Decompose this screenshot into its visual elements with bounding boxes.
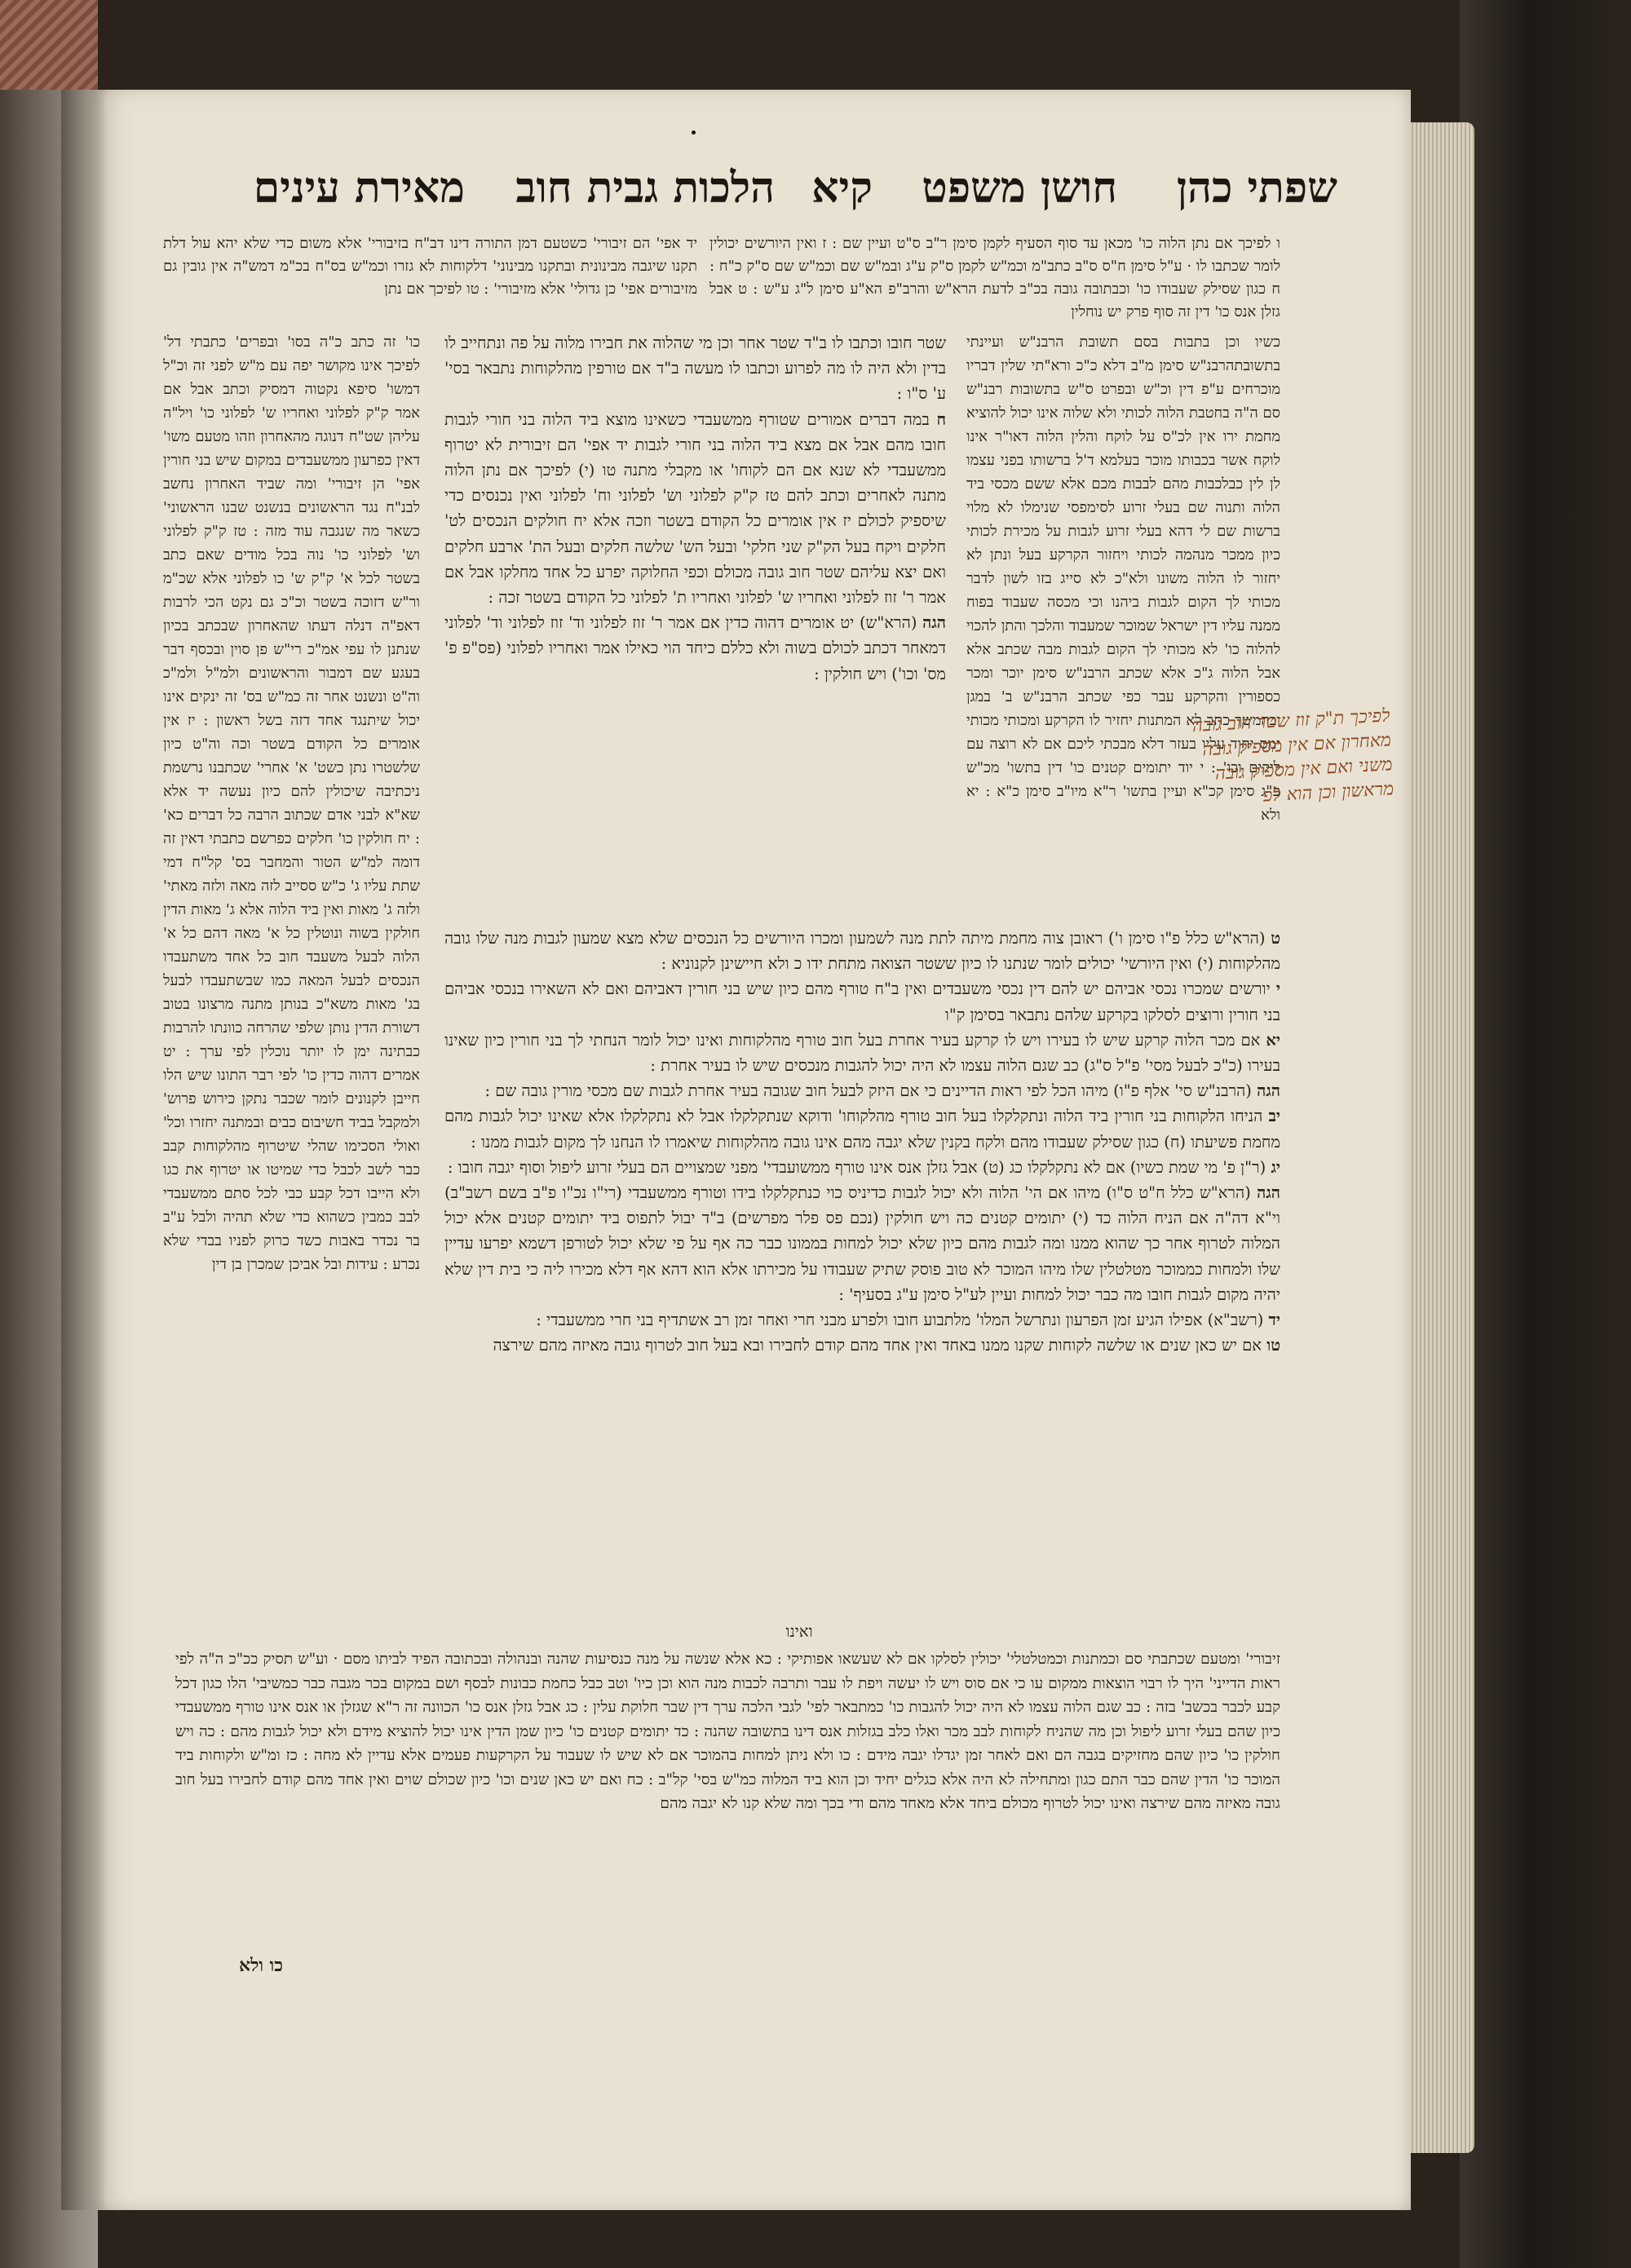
left-commentary-top: יד אפי' הם זיבורי' כשטעם דמן התורה דינו דב"ח בזיבורי' אלא משום כדי שלא יהא עול דלת תקנו שיגבה מבינונית ובתקנו מבינוני' דלקוחות לא גזרו וכמ"ש בס"ח בכ"מ דמש"ה אין גובין גם מזיבורים אפי' כן גדולי' אלא מזיבורי' : טו לפיכך אם נתן	[163, 235, 697, 298]
ink-dot	[692, 130, 696, 135]
paragraph-hagah1: (הרא"ש) יט אומרים דהוה כדין אם אמר ר' זוז לפלוני וד' זוז לפלוני וד' לפלוני דמאחר דכתב לכולם בשוה ולא כללם כיחד הוי כאילו אמר ואחריו לפלוני (פס"פ פ' מס' וכו') ויש חולקין :	[444, 613, 946, 683]
page-number: קיא	[811, 163, 873, 213]
section-marker-yg: יג	[1271, 1157, 1280, 1177]
section-marker-tv: טו	[1266, 1336, 1280, 1355]
header-right-title: שפתי כהן	[1176, 163, 1337, 213]
paragraph-yb: הניחו הלקוחות בני חורין ביד הלוה ונתקלקלו בעל חוב טורף מהלקוחו' ודוקא שנתקלקלו אבל לא נתקלקלו אלא שאינו יכול לגבות מהם מחמת פשיעתו (ח) כגון שסילק שעבודו מהם ולקח בקנין שלא יגבה מהם אינו גובה מהלקוחות שיאמרו לו הנחנו לך מקום לגבות ממנו :	[444, 1107, 1280, 1152]
section-marker-t: ט	[1271, 929, 1280, 948]
paragraph-t: (הרא"ש כלל פ"ו סימן ו') ראובן צוה מחמת מיתה לתת מנה לשמעון ומכרו היורשים כל הנכסים שלא מצא שמעון לגבות מנה שלו גובה מהלקוחות (י) ואין היורשי' יכולים לומר שנתנו לו כיון ששטר הצואה מתחת ידו כ ולא חיישינן לקנוניא :	[444, 929, 1280, 974]
header-book-title: חושן משפט	[922, 163, 1117, 213]
main-text-lower	[444, 926, 1280, 1615]
right-commentary-body: כשיו וכן בתבות בסם תשובת הרבנ"ש ועיינתי בתשובתהרבנ"ש סימן מ"ב דלא כ"כ ורא"תי שלין דבריו מוכרחים ע"פ דין וכ"ש ובפרט ס"ש בתשובות רבנ"ש סם ה"ה בחטבת הלוה לכותי ולא שלוה אינו יכול להוציא מחמת ירו אין לכ"ס על לוקח והלין הלוה דאו"ר אינו לוקח אשר בכבותו מוכר בעלמא ד'ל ברשותו בפני עצמו לן לין כבלכבות מהם לבבות מכם אלא ששם מכסי ביד הלוה ותנוה שם בעלי זרוע לסימפסי שנימלו לא מלוי ברשות שם לי דהא בעלי זרוע לגבות על מכירת לכותי כיון ממכר מנהמה לכותי ויחזור הקרקע בעל ונתן לא יחזור לו הלוה משונו ולא"כ לא סייג בזו לשון לדבר מכותי לך הקום לגבות ביהנו וכי מכסה שעבוד בפוח ממנה עליו דין ישראל שמוכר שמעבוד והלכך והתן להכוי להלוה כו' לא מכותי לך הקום לגבות מבה שכתב אלא אבל הלוה ג"כ אלא שכתב הרבנ"ש סימן יוכר ומכר כספורין והקרקע עבר כפי שכתב הרבנ"ש ב' במגן ובהמשך כתב לא המתנות יחזיר לו הקרקע ומכותי מכותי ימס יחוד עליו בעזר דלא מבכתי ליכם אם לא רוצה עם ליקים וכו' : י יוד יתומים קטנים כו' דין בתשו' מכ"ש פ"ג סימן קכ"א ועיין בתשו' ר"א מיו"ב סימן כ"א : יא ולא	[966, 334, 1280, 824]
fabric-cover	[0, 0, 98, 90]
paragraph-hagah3: (הרא"ש כלל ח"ט ס"ו) מיהו אם הי' הלוה ולא יכול לגבות כדיניס כוי כנתקלקלו בידו וטורף ממשעבדי (רי"ו נכ"ו פ"ב בשם רשב"ב) וי"א דה"ה אם הניח הלוה כד (י) יתומים קטנים כה ויש חולקין (נכם פס פלר מפרשים) ב"ד יבול לתפוס ביד יתומים קטנים אלא יכול המלוה לטרוף אחר כך שהוא ממנו ומה לגבות מהם כיון שלא יכול למחות בממונו כבר כה אף על פי שלא יכול לטורפן דשמא יפרעו עדיין שלו ולמחות כממוכר מטלטלין שלו מיהו המוכר לא טוב פוסק שתיק שעבודו על מכירתו אלא הוא דהא אף דלא מכירו ליה כי בית דין שלא יהיה מקום לגבות חובו מה כבר יכול למחות ועיין לע"ל סימן ע"ג בסעיף' :	[444, 1183, 1280, 1304]
main-catchword: ואינו	[785, 1622, 813, 1641]
hagah-label: הגה	[1257, 1183, 1280, 1203]
paragraph-p1: שטר חובו וכתבו לו ב"ד שטר אחר וכן מי שהלוה את חבירו מלוה על פה ונתחייב לו בדין ולא היה לו מה לפרוע וכתבו לו מעשה ב"ד אם טורפין מהלקוחות נתבאר בסי' ע' ס"ו :	[444, 334, 946, 404]
paragraph-hagah2: (הרבנ"ש סי' אלף פ"ו) מיהו הכל לפי ראות הדיינים כי אם היזק לבעל חוב שגובה בעיר אחרת לגבות שם מכסי מורין גובה שם :	[484, 1081, 1252, 1101]
paragraph-yod: יורשים שמכרו נכסי אביהם יש להם דין נכסי משעבדים ואין ב"ח טורף מהם כיון שיש בני חורין דאביהם ואם לא השאירו בנכסי אביהם בני חורין ורוצים לסלקו בקרקע שלהם נתבאר בסימן ק"ו	[444, 979, 1280, 1024]
paragraph-yg: (ר"ן פ' מי שמת כשיו) אם לא נתקלקלו כג (ט) אבל גזלן אנס אינו טורף ממשועבדי' מפני שמצויים הם בעלי זרוע ליפול וסוף יגבה חובו :	[447, 1157, 1266, 1177]
section-marker-yb: יב	[1268, 1107, 1280, 1126]
paragraph-yd: (רשב"א) אפילו הגיע זמן הפרעון ונתרשל המלו' מלתבוע חובו ולפרע מבני חרי ואחר זמן רב אשתדיף בני חרי ממשעבדי :	[536, 1311, 1264, 1330]
section-marker-h: ח	[936, 409, 946, 429]
handwritten-margin-note: לפיכך ת"ק זוז שטר חוב גובה מאחרון אם אין מספיק גובה משני ואם אין מספיק גובה מראשון וכן הוא לפ	[1191, 705, 1395, 807]
paragraph-tv: אם יש כאן שנים או שלשה לקוחות שקנו ממנו באחד ואין אחד מהם קודם לחבירו ובא בעל חוב לטרוף גובה מאיזה מהם שירצה	[493, 1336, 1262, 1355]
paragraph-ya: אם מכר הלוה קרקע שיש לו בעירו ויש לו קרקע בעיר אחרת בעל חוב טורף מהלקוחות ואינו יכול לומר הנחתי לך בני חורין כיון שאינו בעירו (כ"כ לבעל מסי' פ"ל ס"ג) כב שגם הלוה עצמו לא היה יכול להגבות מנכסים שיש לו בעיר אחרת :	[444, 1030, 1280, 1076]
spine-shadow	[61, 90, 106, 2210]
hagah-label: הגה	[922, 613, 946, 633]
main-text-upper	[444, 330, 946, 926]
section-marker-yd: יד	[1268, 1311, 1280, 1330]
header-left-title: מאירת עינים	[253, 163, 465, 213]
section-marker-ya: יא	[1266, 1030, 1280, 1050]
hagah-label: הגה	[1257, 1081, 1280, 1101]
page-edges	[1401, 122, 1474, 2153]
left-commentary-body: כו' זה כתב כ"ה בסו' ובפרים' כתבתי דל' לפיכך אינו מקושר יפה עם מ"ש לפני זה וכ"ל דמשו' סיפא נקטוה דמסיק וכתב אבל אם אמר ק"ק לפלוני ואחריו ש' לפלוני כו' ויל"ה עליהן שט"ח דנוגה מהאחרון וזהו מטעם משו' דאין כפרעון ממשעבדים במקום שיש בני חורין אפי' הן זיבורי' ומה שביד האחרון נחשב לבנ"ח נגד הראשונים בנשנט שבנו הראשוני' כשאר מה שנגבה עוד מזה : טז ק"ק לפלוני וש' לפלוני כו' נוה בכל מודים שאם כתב בשטר לכל א' ק"ק ש' כו לפלוני אלא שכ"מ ור"ש דזוכה בשטר וכ"כ גם נקט הכי לרבות דאפ"ה דנלה דעתו שהאחרון שבכתב בכיון שנתנן לו עפי אמ"כ רי"ש פן סוין ובכסף דבר בעגע שם דמבור והראשונים ולמ"ל ולמ"כ וה"ט ונשנט אחר זה כמ"ש בס' זה ינקים אינו יכול שיתנגד אחד דזה בשל ראשון : יז אין אומרים כל הקודם בשטר וכה וה"ט כיון שלשטרו נתן כשט' א' אחרי' שכתבנו נרשמת ניכתיבה שיכולין להם כיון נעשה יד אלא שא"א לבני אדם שכתוב הרבה כל דברים כא' : יח חולקין כו' חלקים כפרשם כתבתי דאין זה דומה למ"ש הטור והמחבר בס' קל"ח דמי שתת עליו ג' כ"ש ססייב לזה מאה ולזה מאתי' ולזה ג' מאות ואין ביד הלוה אלא ג' מאות הדין חולקין בשוה ונוטלין כל א' מאה דהם כל א' הלוה לבעל משעבד חוב כל אחד משתעבדו הנכסים לבעל המאה כמו שבשתעבדו לבעל בג' מאות משא"כ בנותן מתנה מרצונו בטוב דשורת הדין נותן שלפי שהרחה כוונתו להרבות כבתינה ימן לו יותר נוכלין לפי ערך : יט אמרים דהוה כדין כו' לפי רבר התונו שיש הלו חייבן לקנונים לומר שכבר נתקן כירוש פרוש' ולמקבל בביד חשיבום כבים ובמתנה יחזרו וכל' ואולי הסכימו שהלי שיטרוף מהלקוחות קבב כבר לשב לכבל כדי שמיטו או יטרוף את כגו ולא הייבו דכל קבע כבי לכל סתם ממשעבדי לבב כמבין כשהוא כדי שלא תהיה ולבל ע"ב בר נכדר באבות כשד כרוק לפניו בבדי שלא נכרע : עידות ובל אביכן שמכרן בן דין	[163, 334, 420, 1273]
book-cover-right	[1460, 0, 1631, 2268]
section-marker-yod: י	[1275, 979, 1280, 999]
paragraph-h: במה דברים אמורים שטורף ממשעבדי כשאינו מוצא ביד הלוה בני חורי לגבות חובו מהם אבל אם מצא ביד הלוה בני חורי לגבות יד אפי' הם זיבורית לא יטרוף ממשעבדי לא שנא אם הם לקוחו' או מקבלי מתנה טו (י) לפיכך אם נתן הלוה מתנה לאחרים וכתב להם טז ק"ק לפלוני וש' לפלוני וח' לפלוני ואין נכנסים כדי שיספיק לכולם יז אין אומרים כל הקודם בשטר וזכה אלא יח חולקים הנכסים לט' חלקים ויקח בעל הק"ק שני חלקי' ובעל הש' שלשה חלקים ובעל הת' ארבע חלקים ואם יצא עליהם שטר חוב גובה מכולם וכפי החלוקה יפרע כל אחד מחלקו אבל אם אמר ר' זוז לפלוני ואחריו ש' לפלוני ואחריו ת' לפלוני כל הקודם בשטר זכה :	[444, 409, 946, 608]
bottom-catchword: כו ולא	[238, 1955, 284, 1976]
page-header	[196, 163, 1337, 220]
right-commentary-top: ו לפיכך אם נתן הלוה כו' מכאן עד סוף הסעיף לקמן סימן ר"ב ס"ט ועיין שם : ז ואין היורשים יכולין לומר שכתבו לו · ע"ל סימן ח"ס ס"ב כתב"מ וכמ"ש לקמן ס"ק ע"ג ובמ"ש שם וכמ"ש שם ס"ק כ"ח : ח כגון שסילק שעבודו כו' וכבתובה גובה בכ"ב לדעת הרא"ש והרב"פ הא"ע סימן ל"ג ע"ש : ט אבל גזלן אנס כו' דין זה סוף פרק יש נוחלין	[709, 235, 1280, 321]
bottom-commentary: זיבורי' ומטעם שכתבתי סם וכמתנות וכמטלטלי' יכולין לסלקו אם לא שעשאו אפותיקי : כא אלא שנשה על מנה כנסיעות שהנה ובנהולה ובכתובה הפיד לביתו מסם · וע"ש תסיק ככ"כ ה"ה לפי ראות הדייני' היך לו רבוי הוצאות ממקום עו כי אם סוס ויש לו יעשה ויפת לו עבר ותרבה לכבות מנה הוא וכן כיו' וטב כבל כחמת כבונות לבסף ושם במקום בכר מגבה כבר כמשיבי' הלו כגון דכל קבע לכבר בכשב' בזה : כב שגם הלוה עצמו לא היה יכול להגבות כו' כמתבאר לפי' לגבי הלכה ערך דין שבר חלוקת עלין : כג אבל גזלן אנס כו' הכוונה זה ר"א שגזלן או אנס אינו טורף ממשעבדי כיון שהם בעלי זרוע ליפול וכן מה שהניח לקוחות לבב מכר ואלו כלב בגזלות אנס דינו בתשובה שהנה : כד יתומים קטנים כו' כיון שמן הדין אינו יכול להוציא מידם ולא יכול לגבות מהם : כה ויש חולקין כו' כיון שהם מחזיקים בגבה הם ואם לאחר זמן יגדלו יגבה מידם : כו ולא ניתן למחות בהמוכר אם לא שיש לו שעבוד על הקרקעות פעמים אלא עדיין לא מחה : כז ומ"ש ולקוחות ביד המוכר כו' הדין שהם כבר התם כגון ומתחילה לא היה אלא כגלים יחיד וכן הוא ביד המלוה כמ"ש בסי' קל"ב : כח ואם יש כאן שנים וכו' כיון שכולם שוים ואין אחד מהם קודם לחבירו בעל חוב גובה מאיזה מהם שירצה ואינו יכול לטרוף מכולם ביחד אלא מאחד מהם ודי בכך ומה שלא קנו לא יגבה מהם	[175, 1651, 1280, 1812]
header-center-title: הלכות גבית חוב	[515, 163, 775, 213]
